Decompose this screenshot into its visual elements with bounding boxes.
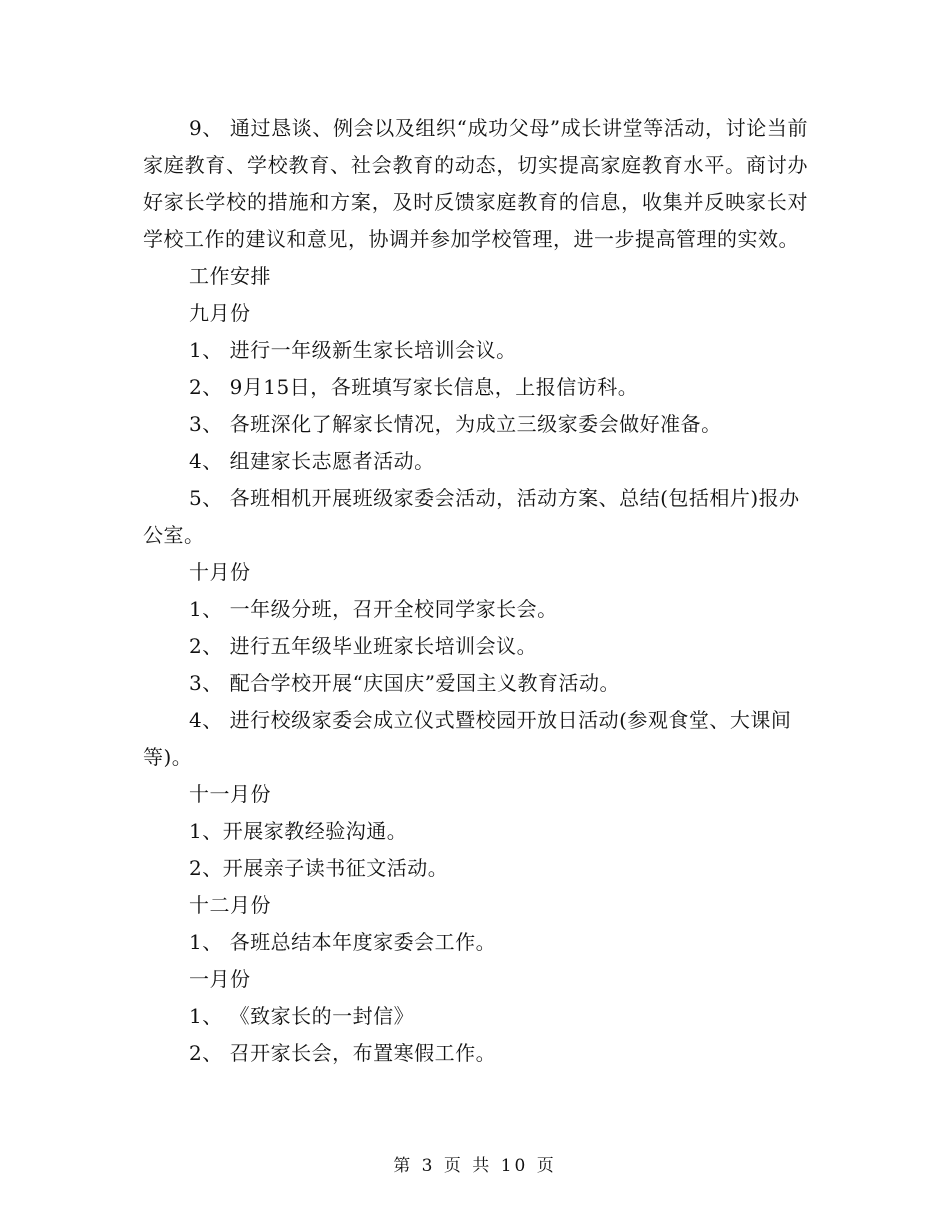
- month-title-january: 一月份: [189, 967, 251, 991]
- month-title-december: 十二月份: [189, 893, 271, 917]
- list-item: 2、 9月15日，各班填写家长信息，上报信访科。: [189, 375, 639, 399]
- list-item: 1、 进行一年级新生家长培训会议。: [189, 338, 517, 362]
- list-item: 2、开展亲子读书征文活动。: [189, 856, 449, 880]
- intro-paragraph: 9、 通过恳谈、例会以及组织“成功父母”成长讲堂等活动，讨论当前家庭教育、学校教育、社会教育的动态，切实提高家庭教育水平。商讨办好家长学校的措施和方案，及时反馈家庭教育的信息，收集并反映家长对学校工作的建议和意见，协调并参加学校管理，进一步提高管理的实效。: [143, 116, 808, 251]
- list-item: 1、开展家教经验沟通。: [189, 819, 408, 843]
- document-body: [143, 110, 808, 1072]
- list-item: 5、 各班相机开展班级家委会活动，活动方案、总结(包括相片)报办公室。: [143, 486, 800, 547]
- list-item: 3、 各班深化了解家长情况，为成立三级家委会做好准备。: [189, 412, 722, 436]
- list-item: 4、 进行校级家委会成立仪式暨校园开放日活动(参观食堂、大课间等)。: [143, 708, 792, 769]
- list-item: 1、 各班总结本年度家委会工作。: [189, 930, 497, 954]
- schedule-heading: 工作安排: [189, 264, 271, 288]
- list-item: 3、 配合学校开展“庆国庆”爱国主义教育活动。: [189, 671, 621, 695]
- list-item: 4、 组建家长志愿者活动。: [189, 449, 435, 473]
- list-item: 1、 一年级分班，召开全校同学家长会。: [189, 597, 558, 621]
- list-item: 1、 《致家长的一封信》: [189, 1004, 415, 1028]
- month-title-october: 十月份: [189, 560, 251, 584]
- list-item: 2、 进行五年级毕业班家长培训会议。: [189, 634, 538, 658]
- list-item: 2、 召开家长会，布置寒假工作。: [189, 1041, 497, 1065]
- month-title-september: 九月份: [189, 301, 251, 325]
- month-title-november: 十一月份: [189, 782, 271, 806]
- page-number-footer: 第 3 页 共 10 页: [393, 1156, 557, 1176]
